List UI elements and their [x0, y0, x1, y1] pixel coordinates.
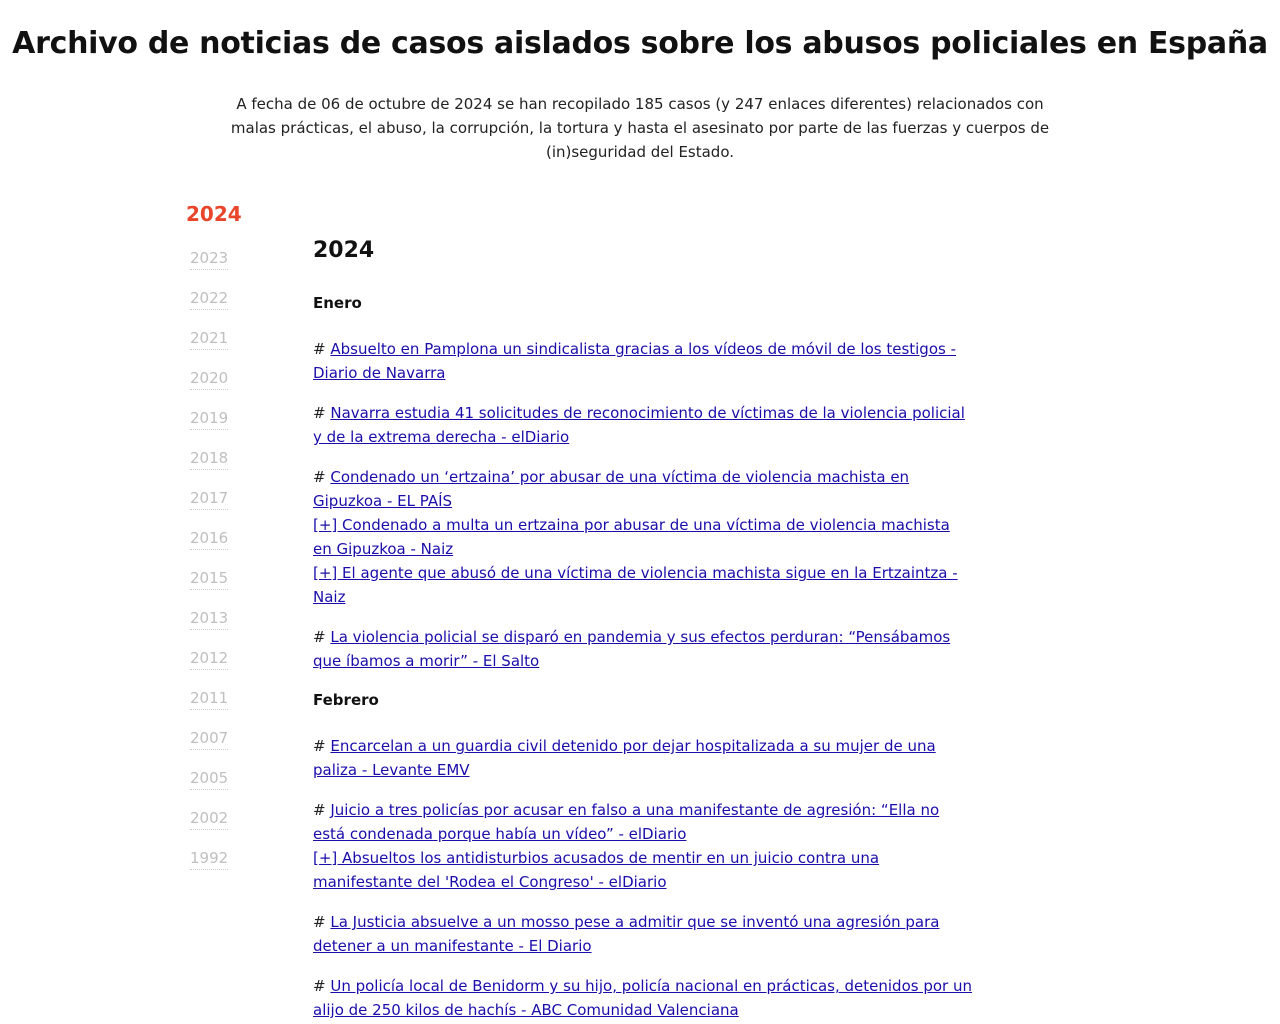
hash-marker: # [313, 801, 326, 819]
hash-marker: # [313, 977, 326, 995]
related-link[interactable]: [+] El agente que abusó de una víctima de violencia machista sigue en la Ertzaintza - Naiz [313, 564, 958, 606]
year-link-2005[interactable]: 2005 [190, 768, 228, 790]
year-link-2018[interactable]: 2018 [190, 448, 228, 470]
page-intro: A fecha de 06 de octubre de 2024 se han recopilado 185 casos (y 247 enlaces diferentes) relacionados con malas prácticas, el abuso, la corrupción, la tortura y hasta el asesinato por parte de las fuerzas y cuerpos de (in)seguridad del Estado. [230, 95, 1050, 161]
hash-marker: # [313, 340, 326, 358]
year-link-2015[interactable]: 2015 [190, 568, 228, 590]
hash-marker: # [313, 404, 326, 422]
year-link-active[interactable]: 2024 [186, 202, 242, 226]
hash-marker: # [313, 737, 326, 755]
related-link[interactable]: [+] Condenado a multa un ertzaina por abusar de una víctima de violencia machista en Gipuzkoa - Naiz [313, 516, 950, 558]
news-entry [313, 337, 973, 385]
year-heading: 2024 [313, 238, 375, 263]
news-entry [313, 401, 973, 449]
year-link-2021[interactable]: 2021 [190, 328, 228, 350]
year-link-2020[interactable]: 2020 [190, 368, 228, 390]
month-heading: Febrero [313, 691, 379, 709]
news-link[interactable]: La Justicia absuelve a un mosso pese a admitir que se inventó una agresión para detener a un manifestante - El Diario [313, 913, 940, 955]
news-link[interactable]: Condenado un ‘ertzaina’ por abusar de una víctima de violencia machista en Gipuzkoa - EL PAÍS [313, 468, 910, 510]
news-entry [313, 974, 973, 1022]
year-link-2016[interactable]: 2016 [190, 528, 228, 550]
year-link-2022[interactable]: 2022 [190, 288, 228, 310]
news-link[interactable]: Juicio a tres policías por acusar en falso a una manifestante de agresión: “Ella no está condenada porque había un vídeo” - elDiario [313, 801, 940, 843]
news-link[interactable]: Navarra estudia 41 solicitudes de reconocimiento de víctimas de la violencia policial y de la extrema derecha - elDiario [313, 404, 965, 446]
page-title: Archivo de noticias de casos aislados sobre los abusos policiales en España [12, 26, 1268, 61]
year-link-2019[interactable]: 2019 [190, 408, 228, 430]
news-link[interactable]: Encarcelan a un guardia civil detenido por dejar hospitalizada a su mujer de una paliza - Levante EMV [313, 737, 936, 779]
year-link-2023[interactable]: 2023 [190, 248, 228, 270]
year-link-2007[interactable]: 2007 [190, 728, 228, 750]
year-link-1992[interactable]: 1992 [190, 848, 228, 870]
year-link-2012[interactable]: 2012 [190, 648, 228, 670]
news-entry [313, 625, 973, 673]
main-content [313, 236, 973, 1024]
hash-marker: # [313, 468, 326, 486]
news-link[interactable]: La violencia policial se disparó en pandemia y sus efectos perduran: “Pensábamos que íbamos a morir” - El Salto [313, 628, 951, 670]
month-heading: Enero [313, 294, 362, 312]
year-link-2017[interactable]: 2017 [190, 488, 228, 510]
year-link-2002[interactable]: 2002 [190, 808, 228, 830]
hash-marker: # [313, 913, 326, 931]
news-entry [313, 465, 973, 609]
news-entry [313, 910, 973, 958]
news-entry [313, 798, 973, 894]
news-link[interactable]: Un policía local de Benidorm y su hijo, policía nacional en prácticas, detenidos por un alijo de 250 kilos de hachís - ABC Comunidad Valenciana [313, 977, 972, 1019]
news-link[interactable]: Absuelto en Pamplona un sindicalista gracias a los vídeos de móvil de los testigos - Diario de Navarra [313, 340, 957, 382]
related-link[interactable]: [+] Absueltos los antidisturbios acusados de mentir en un juicio contra una manifestante del 'Rodea el Congreso' - elDiario [313, 849, 880, 891]
hash-marker: # [313, 628, 326, 646]
news-entry [313, 734, 973, 782]
year-link-2011[interactable]: 2011 [190, 688, 228, 710]
year-link-2013[interactable]: 2013 [190, 608, 228, 630]
